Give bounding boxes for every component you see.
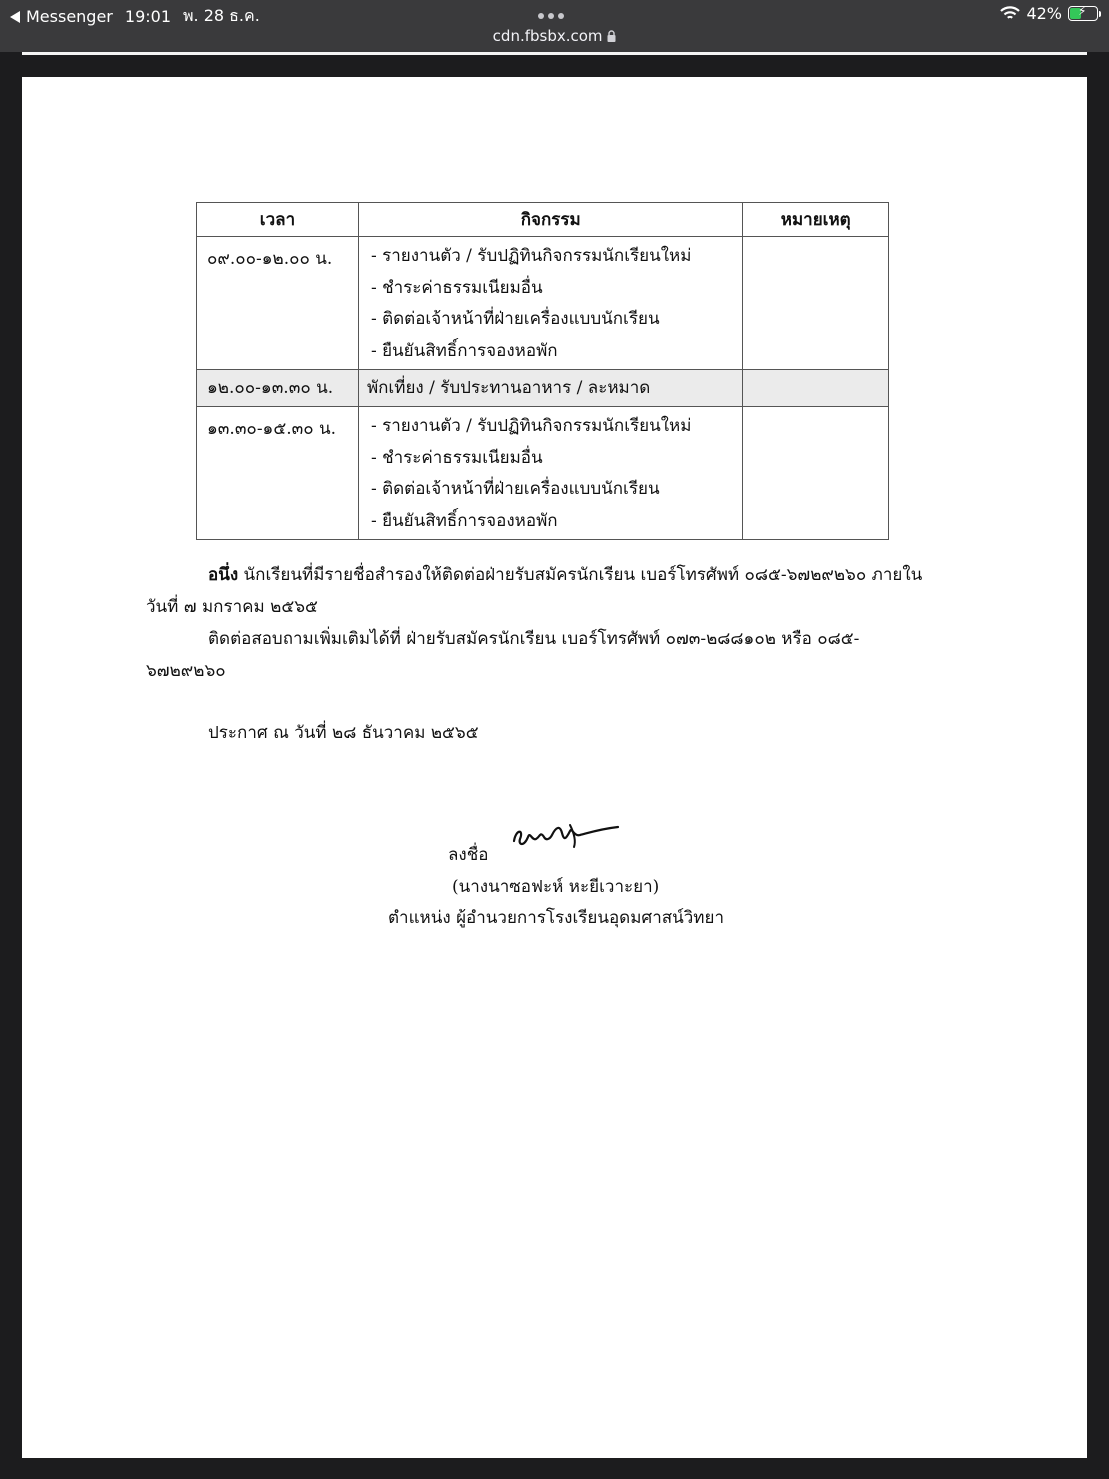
note-label: อนึ่ง — [208, 565, 239, 585]
lock-icon — [607, 30, 616, 42]
page-load-progress-bar — [22, 52, 1087, 55]
cell-time: ๐๙.๐๐-๑๒.๐๐ น. — [197, 237, 359, 370]
status-bar-right — [1000, 4, 1101, 23]
activity-item: - รายงานตัว / รับปฏิทินกิจกรรมนักเรียนใหม่ — [370, 246, 692, 266]
status-bar — [0, 0, 1109, 52]
table-row — [197, 407, 889, 540]
sign-label: ลงชื่อ — [448, 845, 489, 865]
activity-item: - ติดต่อเจ้าหน้าที่ฝ่ายเครื่องแบบนักเรียน — [370, 309, 660, 329]
activity-item: - ติดต่อเจ้าหน้าที่ฝ่ายเครื่องแบบนักเรียน — [370, 479, 660, 499]
cell-activities — [358, 237, 743, 370]
back-to-app-button[interactable] — [10, 7, 113, 26]
note-text: นักเรียนที่มีรายชื่อสำรองให้ติดต่อฝ่ายรับสมัครนักเรียน เบอร์โทรศัพท์ ๐๘๕-๖๗๒๙๒๖๐ ภายใน — [243, 565, 923, 585]
note-paragraph-line2: วันที่ ๗ มกราคม ๒๕๖๕ — [146, 597, 318, 617]
battery-percent: 42% — [1026, 4, 1062, 23]
cell-note — [743, 370, 889, 407]
date: พ. 28 ธ.ค. — [183, 6, 260, 25]
activity-item: - ยืนยันสิทธิ์การจองหอพัก — [370, 510, 558, 531]
schedule-table — [196, 202, 889, 540]
multitasking-dots-icon[interactable] — [538, 13, 564, 19]
cell-note — [743, 407, 889, 540]
activity-item: - ชำระค่าธรรมเนียมอื่น — [370, 447, 543, 468]
wifi-icon — [1000, 6, 1020, 21]
activity-item: - ยืนยันสิทธิ์การจองหอพัก — [370, 340, 558, 361]
cell-note — [743, 237, 889, 370]
status-bar-left — [10, 4, 260, 29]
cell-activity: พักเที่ยง / รับประทานอาหาร / ละหมาด — [358, 370, 743, 407]
battery-tip — [1099, 11, 1101, 17]
table-header-row — [197, 203, 889, 237]
back-triangle-icon — [10, 11, 21, 23]
url-bar[interactable] — [0, 27, 1109, 45]
table-row — [197, 237, 889, 370]
signature-image — [510, 819, 636, 855]
contact-paragraph-line1: ติดต่อสอบถามเพิ่มเติมได้ที่ ฝ่ายรับสมัครนักเรียน เบอร์โทรศัพท์ ๐๗๓-๒๘๘๑๐๒ หรือ ๐๘๕- — [208, 629, 860, 649]
url-text: cdn.fbsbx.com — [492, 27, 603, 45]
table-row-lunch — [197, 370, 889, 407]
note-paragraph-line1 — [208, 561, 922, 588]
contact-paragraph-line2: ๖๗๒๙๒๖๐ — [146, 661, 226, 681]
header-time: เวลา — [197, 203, 359, 237]
signer-position: ตำแหน่ง ผู้อำนวยการโรงเรียนอุดมศาสน์วิทยา — [388, 908, 725, 928]
battery-icon: ⚡ — [1068, 6, 1098, 21]
cell-time: ๑๓.๓๐-๑๕.๓๐ น. — [197, 407, 359, 540]
clock: 19:01 — [124, 7, 171, 26]
header-activity: กิจกรรม — [358, 203, 743, 237]
activity-item: - ชำระค่าธรรมเนียมอื่น — [370, 277, 543, 298]
header-note: หมายเหตุ — [743, 203, 889, 237]
signer-name: (นางนาซอฟะห์ หะยีเวาะยา) — [452, 877, 660, 897]
document-page — [22, 77, 1087, 1458]
activity-item: - รายงานตัว / รับปฏิทินกิจกรรมนักเรียนใหม่ — [370, 416, 692, 436]
cell-time: ๑๒.๐๐-๑๓.๓๐ น. — [197, 370, 359, 407]
cell-activities — [358, 407, 743, 540]
back-app-label: Messenger — [26, 7, 113, 26]
announcement-date: ประกาศ ณ วันที่ ๒๘ ธันวาคม ๒๕๖๕ — [208, 723, 479, 743]
